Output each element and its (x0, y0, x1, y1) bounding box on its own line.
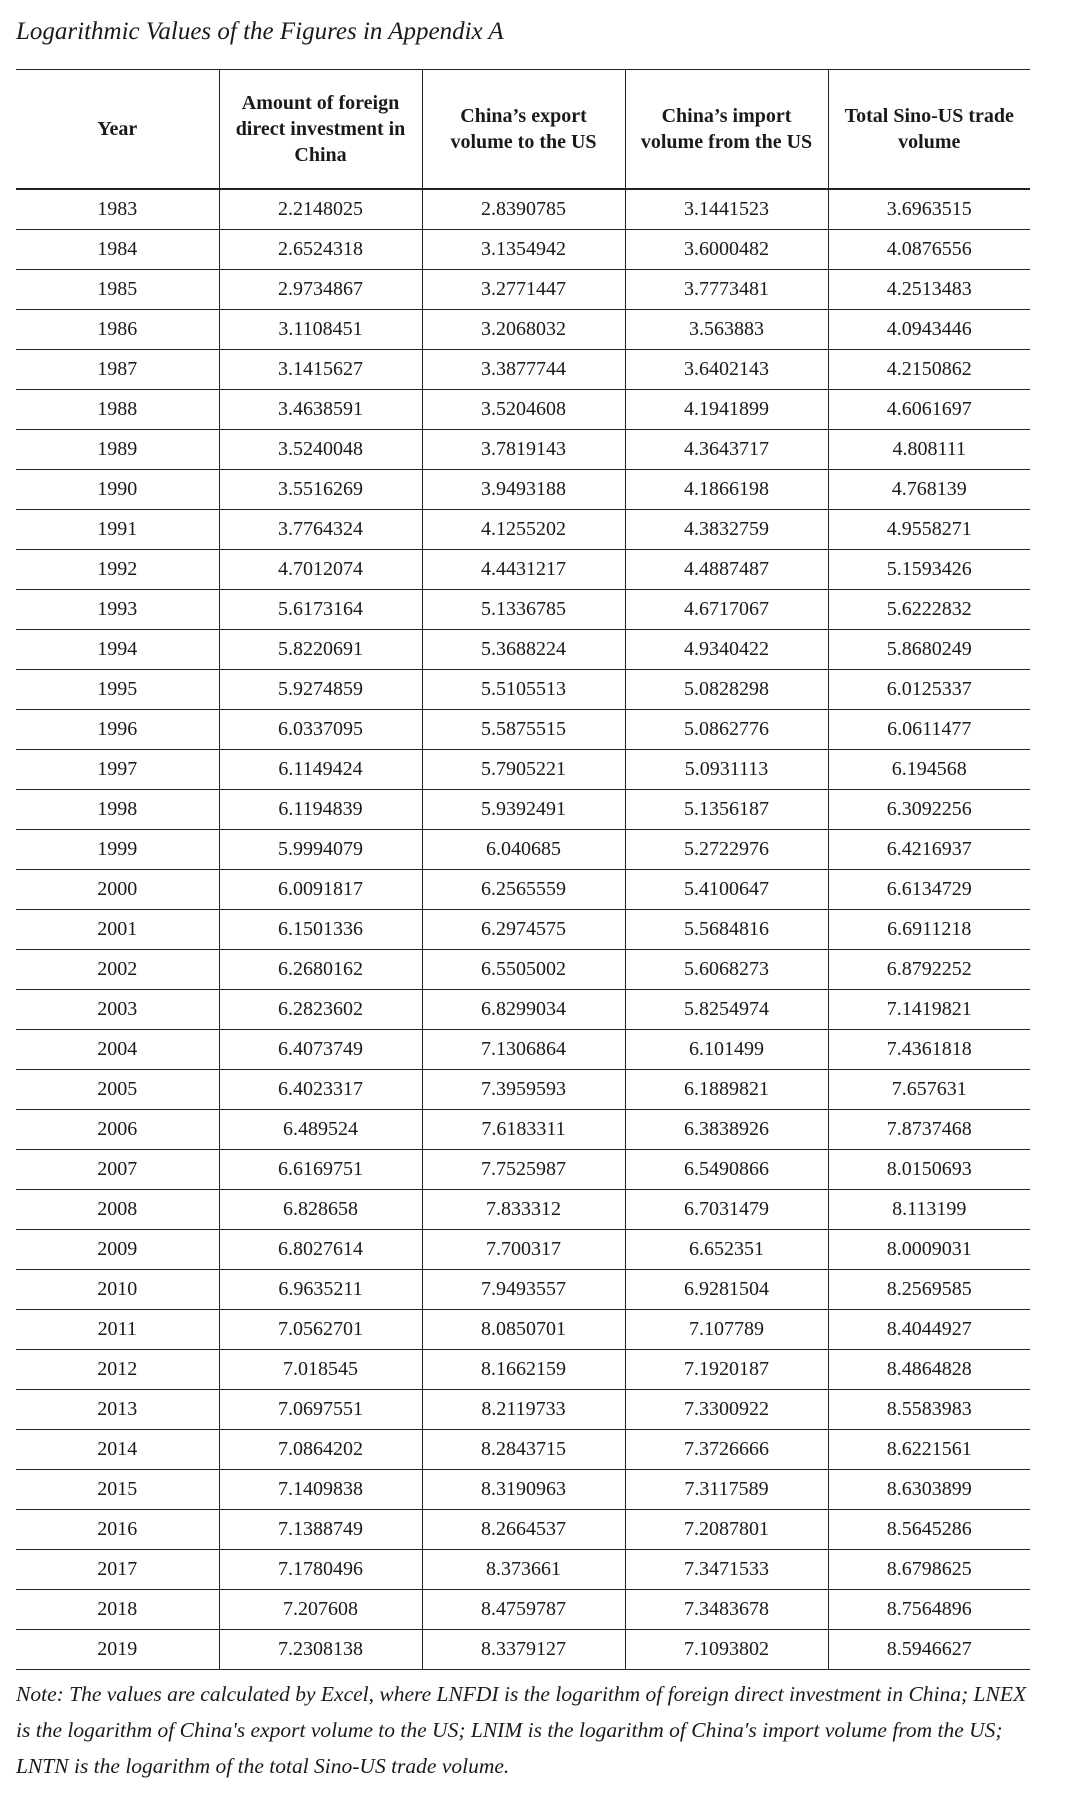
cell-fdi: 6.489524 (219, 1110, 422, 1150)
cell-import: 5.5684816 (625, 910, 828, 950)
cell-year: 1986 (16, 310, 219, 350)
cell-fdi: 7.018545 (219, 1350, 422, 1390)
table-row (16, 1550, 1030, 1590)
cell-total-trade: 4.0876556 (828, 230, 1030, 270)
cell-import: 5.0828298 (625, 670, 828, 710)
cell-export: 8.2119733 (422, 1390, 625, 1430)
cell-fdi: 3.4638591 (219, 390, 422, 430)
cell-total-trade: 8.7564896 (828, 1590, 1030, 1630)
cell-total-trade: 8.0150693 (828, 1150, 1030, 1190)
cell-import: 7.3726666 (625, 1430, 828, 1470)
cell-year: 2002 (16, 950, 219, 990)
table-row (16, 790, 1030, 830)
cell-total-trade: 6.0611477 (828, 710, 1030, 750)
cell-fdi: 6.0091817 (219, 870, 422, 910)
cell-fdi: 5.9994079 (219, 830, 422, 870)
cell-import: 7.3117589 (625, 1470, 828, 1510)
table-row (16, 1230, 1030, 1270)
cell-import: 6.9281504 (625, 1270, 828, 1310)
cell-export: 7.9493557 (422, 1270, 625, 1310)
cell-import: 3.1441523 (625, 189, 828, 230)
cell-total-trade: 4.9558271 (828, 510, 1030, 550)
cell-export: 4.1255202 (422, 510, 625, 550)
cell-export: 3.2771447 (422, 270, 625, 310)
cell-import: 4.3643717 (625, 430, 828, 470)
cell-export: 5.7905221 (422, 750, 625, 790)
cell-fdi: 3.5516269 (219, 470, 422, 510)
cell-import: 5.6068273 (625, 950, 828, 990)
cell-year: 2008 (16, 1190, 219, 1230)
cell-year: 1991 (16, 510, 219, 550)
cell-year: 1987 (16, 350, 219, 390)
cell-total-trade: 4.768139 (828, 470, 1030, 510)
cell-year: 1989 (16, 430, 219, 470)
cell-export: 8.2664537 (422, 1510, 625, 1550)
cell-year: 1983 (16, 189, 219, 230)
cell-export: 3.9493188 (422, 470, 625, 510)
table-row (16, 1150, 1030, 1190)
cell-year: 1996 (16, 710, 219, 750)
cell-import: 7.3483678 (625, 1590, 828, 1630)
table-row (16, 1510, 1030, 1550)
cell-export: 8.4759787 (422, 1590, 625, 1630)
cell-year: 1993 (16, 590, 219, 630)
header-export: China’s export volume to the US (422, 70, 625, 190)
cell-year: 2009 (16, 1230, 219, 1270)
cell-import: 7.107789 (625, 1310, 828, 1350)
cell-total-trade: 8.2569585 (828, 1270, 1030, 1310)
cell-total-trade: 8.6798625 (828, 1550, 1030, 1590)
cell-total-trade: 7.4361818 (828, 1030, 1030, 1070)
cell-import: 6.652351 (625, 1230, 828, 1270)
cell-export: 8.1662159 (422, 1350, 625, 1390)
table-row (16, 710, 1030, 750)
table-row (16, 470, 1030, 510)
cell-import: 3.563883 (625, 310, 828, 350)
cell-import: 4.1866198 (625, 470, 828, 510)
cell-export: 7.700317 (422, 1230, 625, 1270)
table-header (16, 70, 1030, 190)
table-caption: Logarithmic Values of the Figures in Appendix A (16, 18, 504, 45)
cell-total-trade: 7.1419821 (828, 990, 1030, 1030)
cell-total-trade: 4.2150862 (828, 350, 1030, 390)
table-row (16, 830, 1030, 870)
cell-export: 6.5505002 (422, 950, 625, 990)
cell-year: 2016 (16, 1510, 219, 1550)
cell-year: 2013 (16, 1390, 219, 1430)
cell-fdi: 7.1388749 (219, 1510, 422, 1550)
table-row (16, 910, 1030, 950)
table-row (16, 430, 1030, 470)
cell-import: 3.6402143 (625, 350, 828, 390)
cell-fdi: 7.0562701 (219, 1310, 422, 1350)
cell-import: 4.3832759 (625, 510, 828, 550)
cell-fdi: 3.7764324 (219, 510, 422, 550)
cell-import: 5.8254974 (625, 990, 828, 1030)
header-fdi: Amount of foreign direct investment in China (219, 70, 422, 190)
cell-fdi: 3.1415627 (219, 350, 422, 390)
cell-total-trade: 5.6222832 (828, 590, 1030, 630)
cell-year: 2012 (16, 1350, 219, 1390)
cell-import: 3.6000482 (625, 230, 828, 270)
table-row (16, 1630, 1030, 1670)
table-row (16, 1590, 1030, 1630)
cell-fdi: 6.9635211 (219, 1270, 422, 1310)
cell-year: 1990 (16, 470, 219, 510)
cell-fdi: 3.5240048 (219, 430, 422, 470)
table-row (16, 670, 1030, 710)
table-row (16, 1310, 1030, 1350)
cell-export: 7.833312 (422, 1190, 625, 1230)
cell-year: 2001 (16, 910, 219, 950)
cell-total-trade: 6.8792252 (828, 950, 1030, 990)
cell-year: 2000 (16, 870, 219, 910)
cell-import: 7.2087801 (625, 1510, 828, 1550)
cell-export: 5.9392491 (422, 790, 625, 830)
cell-import: 7.3300922 (625, 1390, 828, 1430)
table-row (16, 1110, 1030, 1150)
logarithmic-values-table (16, 69, 1030, 1670)
cell-import: 6.3838926 (625, 1110, 828, 1150)
cell-import: 5.2722976 (625, 830, 828, 870)
cell-year: 1992 (16, 550, 219, 590)
cell-total-trade: 7.8737468 (828, 1110, 1030, 1150)
cell-import: 5.0862776 (625, 710, 828, 750)
cell-export: 2.8390785 (422, 189, 625, 230)
cell-fdi: 5.6173164 (219, 590, 422, 630)
cell-total-trade: 6.6911218 (828, 910, 1030, 950)
cell-year: 2003 (16, 990, 219, 1030)
table-body (16, 189, 1030, 1670)
cell-year: 2017 (16, 1550, 219, 1590)
cell-import: 5.1356187 (625, 790, 828, 830)
cell-import: 4.4887487 (625, 550, 828, 590)
cell-export: 3.7819143 (422, 430, 625, 470)
cell-fdi: 6.6169751 (219, 1150, 422, 1190)
cell-export: 7.1306864 (422, 1030, 625, 1070)
cell-year: 2014 (16, 1430, 219, 1470)
cell-fdi: 6.1194839 (219, 790, 422, 830)
cell-export: 8.2843715 (422, 1430, 625, 1470)
cell-year: 1988 (16, 390, 219, 430)
cell-export: 7.6183311 (422, 1110, 625, 1150)
cell-year: 2019 (16, 1630, 219, 1670)
cell-fdi: 7.0697551 (219, 1390, 422, 1430)
cell-total-trade: 4.2513483 (828, 270, 1030, 310)
cell-fdi: 2.9734867 (219, 270, 422, 310)
table-row (16, 1390, 1030, 1430)
cell-fdi: 2.6524318 (219, 230, 422, 270)
table-row (16, 990, 1030, 1030)
cell-total-trade: 8.113199 (828, 1190, 1030, 1230)
cell-export: 6.040685 (422, 830, 625, 870)
cell-year: 1997 (16, 750, 219, 790)
cell-fdi: 6.4023317 (219, 1070, 422, 1110)
cell-export: 5.5105513 (422, 670, 625, 710)
cell-fdi: 2.2148025 (219, 189, 422, 230)
cell-year: 2006 (16, 1110, 219, 1150)
cell-import: 7.3471533 (625, 1550, 828, 1590)
cell-fdi: 6.4073749 (219, 1030, 422, 1070)
cell-total-trade: 5.1593426 (828, 550, 1030, 590)
cell-fdi: 5.9274859 (219, 670, 422, 710)
cell-total-trade: 8.5645286 (828, 1510, 1030, 1550)
cell-import: 6.101499 (625, 1030, 828, 1070)
table-row (16, 510, 1030, 550)
table-row (16, 270, 1030, 310)
table-row (16, 310, 1030, 350)
cell-year: 2004 (16, 1030, 219, 1070)
cell-import: 4.6717067 (625, 590, 828, 630)
cell-total-trade: 6.0125337 (828, 670, 1030, 710)
cell-import: 5.4100647 (625, 870, 828, 910)
cell-export: 6.8299034 (422, 990, 625, 1030)
table-note: Note: The values are calculated by Excel, where LNFDI is the logarithm of foreign direct investment in China; LNEX is the logarithm of China's export volume to the US; LNIM is the logarithm of China's import volume from the US; LNTN is the logarithm of the total Sino-US trade volume. (16, 1682, 1027, 1778)
cell-export: 3.1354942 (422, 230, 625, 270)
table-row (16, 750, 1030, 790)
table-row (16, 350, 1030, 390)
cell-total-trade: 7.657631 (828, 1070, 1030, 1110)
cell-total-trade: 4.6061697 (828, 390, 1030, 430)
cell-total-trade: 3.6963515 (828, 189, 1030, 230)
cell-import: 6.5490866 (625, 1150, 828, 1190)
cell-year: 2018 (16, 1590, 219, 1630)
cell-total-trade: 5.8680249 (828, 630, 1030, 670)
cell-fdi: 6.1149424 (219, 750, 422, 790)
cell-total-trade: 8.4044927 (828, 1310, 1030, 1350)
cell-export: 7.3959593 (422, 1070, 625, 1110)
cell-fdi: 5.8220691 (219, 630, 422, 670)
table-row (16, 590, 1030, 630)
cell-fdi: 7.0864202 (219, 1430, 422, 1470)
cell-export: 8.3379127 (422, 1630, 625, 1670)
cell-fdi: 7.1409838 (219, 1470, 422, 1510)
cell-year: 2015 (16, 1470, 219, 1510)
cell-import: 7.1093802 (625, 1630, 828, 1670)
header-total-trade: Total Sino-US trade volume (828, 70, 1030, 190)
table-row (16, 390, 1030, 430)
cell-year: 1999 (16, 830, 219, 870)
cell-fdi: 7.1780496 (219, 1550, 422, 1590)
cell-total-trade: 6.4216937 (828, 830, 1030, 870)
cell-total-trade: 8.6221561 (828, 1430, 1030, 1470)
table-row (16, 1350, 1030, 1390)
cell-fdi: 6.828658 (219, 1190, 422, 1230)
cell-export: 3.5204608 (422, 390, 625, 430)
cell-total-trade: 8.5583983 (828, 1390, 1030, 1430)
cell-total-trade: 6.6134729 (828, 870, 1030, 910)
cell-import: 6.7031479 (625, 1190, 828, 1230)
cell-year: 1994 (16, 630, 219, 670)
cell-year: 1984 (16, 230, 219, 270)
cell-year: 2005 (16, 1070, 219, 1110)
table-row (16, 550, 1030, 590)
cell-fdi: 6.2680162 (219, 950, 422, 990)
table-row (16, 1470, 1030, 1510)
table-row (16, 1270, 1030, 1310)
cell-export: 6.2565559 (422, 870, 625, 910)
cell-import: 6.1889821 (625, 1070, 828, 1110)
table-row (16, 630, 1030, 670)
cell-import: 4.1941899 (625, 390, 828, 430)
cell-export: 7.7525987 (422, 1150, 625, 1190)
cell-year: 2007 (16, 1150, 219, 1190)
cell-total-trade: 8.4864828 (828, 1350, 1030, 1390)
cell-export: 3.2068032 (422, 310, 625, 350)
header-import: China’s import volume from the US (625, 70, 828, 190)
cell-fdi: 4.7012074 (219, 550, 422, 590)
cell-export: 5.3688224 (422, 630, 625, 670)
cell-year: 2010 (16, 1270, 219, 1310)
table-row (16, 1070, 1030, 1110)
cell-year: 1995 (16, 670, 219, 710)
cell-total-trade: 6.194568 (828, 750, 1030, 790)
table-row (16, 189, 1030, 230)
cell-export: 8.3190963 (422, 1470, 625, 1510)
cell-total-trade: 8.6303899 (828, 1470, 1030, 1510)
cell-import: 4.9340422 (625, 630, 828, 670)
cell-import: 3.7773481 (625, 270, 828, 310)
cell-fdi: 6.2823602 (219, 990, 422, 1030)
cell-total-trade: 4.808111 (828, 430, 1030, 470)
cell-fdi: 7.2308138 (219, 1630, 422, 1670)
cell-export: 5.1336785 (422, 590, 625, 630)
table-row (16, 950, 1030, 990)
cell-total-trade: 4.0943446 (828, 310, 1030, 350)
cell-export: 5.5875515 (422, 710, 625, 750)
table-row (16, 1430, 1030, 1470)
cell-export: 6.2974575 (422, 910, 625, 950)
cell-export: 8.373661 (422, 1550, 625, 1590)
cell-export: 3.3877744 (422, 350, 625, 390)
header-year: Year (16, 70, 219, 190)
cell-fdi: 6.8027614 (219, 1230, 422, 1270)
table-row (16, 870, 1030, 910)
cell-fdi: 7.207608 (219, 1590, 422, 1630)
header-row (16, 70, 1030, 190)
cell-import: 5.0931113 (625, 750, 828, 790)
cell-total-trade: 8.0009031 (828, 1230, 1030, 1270)
cell-fdi: 6.0337095 (219, 710, 422, 750)
cell-total-trade: 8.5946627 (828, 1630, 1030, 1670)
cell-year: 2011 (16, 1310, 219, 1350)
cell-year: 1985 (16, 270, 219, 310)
cell-export: 4.4431217 (422, 550, 625, 590)
cell-import: 7.1920187 (625, 1350, 828, 1390)
cell-fdi: 6.1501336 (219, 910, 422, 950)
cell-fdi: 3.1108451 (219, 310, 422, 350)
cell-year: 1998 (16, 790, 219, 830)
table-row (16, 230, 1030, 270)
table-row (16, 1190, 1030, 1230)
table-row (16, 1030, 1030, 1070)
cell-export: 8.0850701 (422, 1310, 625, 1350)
cell-total-trade: 6.3092256 (828, 790, 1030, 830)
